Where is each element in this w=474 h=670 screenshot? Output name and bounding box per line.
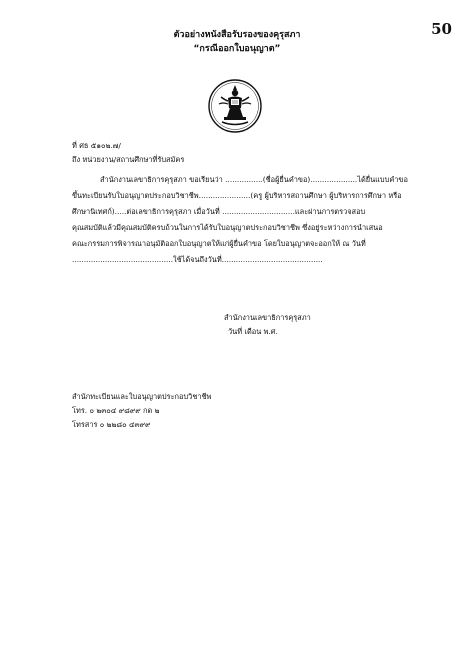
- body-line: คุณสมบัติแล้วมีคุณสมบัติครบถ้วนในการได้รับใบอนุญาตประกอบวิชาชีพ ซึ่งอยู่ระหว่างการนำเสนอ: [72, 223, 383, 232]
- footer-phone: โทร. ๐ ๒๓๐๔ ๙๘๙๙ กด ๒: [72, 406, 160, 415]
- body-line: ขึ้นทะเบียนรับใบอนุญาตประกอบวิชาชีพ......................(ครู ผู้บริหารสถานศึกษา ผู้บริหารการศึกษา หรือ: [72, 191, 402, 200]
- body-line: คณะกรรมการพิจารณาอนุมัติออกใบอนุญาตให้แก่ผู้ยื่นคำขอ โดยใบอนุญาตจะออกให้ ณ วันที่: [72, 239, 366, 248]
- body-line: ศึกษานิเทศก์).....ต่อเลขาธิการคุรุสภา เมื่อวันที่ ...............................และผ่านการตรวจสอบ: [72, 207, 366, 216]
- teachers-council-seal-icon: [207, 78, 263, 134]
- body-line: สำนักงานเลขาธิการคุรุสภา ขอเรียนว่า ................(ชื่อผู้ยื่นคำขอ)....................ได้ยื่นแบบคำขอ: [100, 175, 408, 184]
- reference-number: ที่ ศธ ๕๑๐๒.๗/: [72, 141, 121, 150]
- body-line: ...........................................ใช้ได้จนถึงวันที่...........................................: [72, 255, 323, 264]
- footer-division: สำนักทะเบียนและใบอนุญาตประกอบวิชาชีพ: [72, 392, 212, 401]
- document-subtitle: “กรณีออกใบอนุญาต”: [193, 44, 281, 54]
- footer-fax: โทรสาร ๐ ๒๒๘๐ ๔๓๙๙: [72, 420, 151, 429]
- page-number: 50: [431, 20, 452, 38]
- signature-office: สำนักงานเลขาธิการคุรุสภา: [224, 313, 311, 322]
- signature-date: วันที่ เดือน พ.ศ.: [228, 327, 278, 336]
- recipient-line: ถึง หน่วยงาน/สถานศึกษาที่รับสมัคร: [72, 155, 185, 164]
- document-title: ตัวอย่างหนังสือรับรองของคุรุสภา: [173, 30, 301, 40]
